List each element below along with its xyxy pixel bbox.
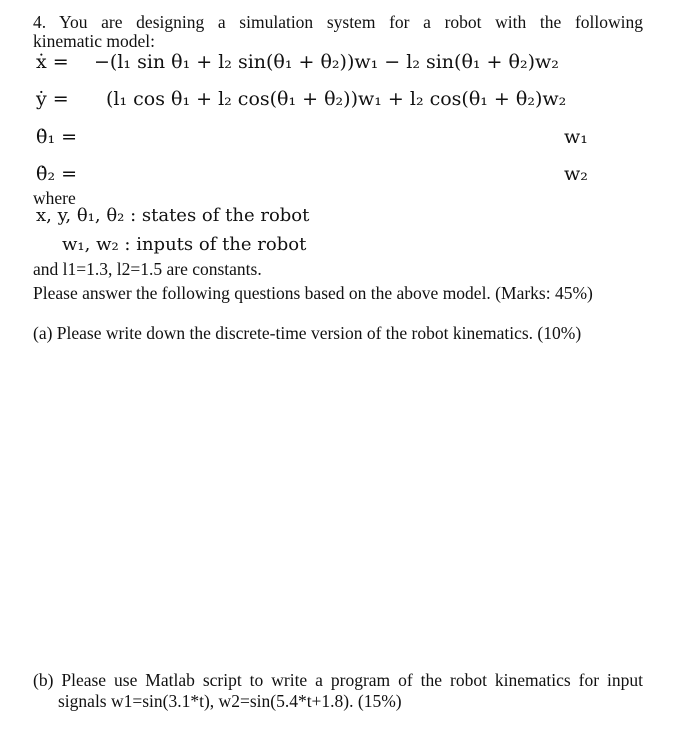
constants-line: and l1=1.3, l2=1.5 are constants. (33, 259, 262, 279)
instruction-line: Please answer the following questions based on the above model. (Marks: 45%) (33, 283, 593, 303)
states-definition: x, y, θ₁, θ₂ : states of the robot (36, 205, 310, 226)
equation-y-rhs: (l₁ cos θ₁ + l₂ cos(θ₁ + θ₂))w₁ + l₂ cos(θ₁ + θ₂)w₂ (106, 88, 567, 110)
equation-x-rhs: −(l₁ sin θ₁ + l₂ sin(θ₁ + θ₂))w₁ − l₂ sin(θ₁ + θ₂)w₂ (94, 51, 559, 73)
equation-theta2-lhs: θ̇₂ = (36, 163, 78, 185)
part-b-question-line-2: signals w1=sin(3.1*t), w2=sin(5.4*t+1.8). (15%) (58, 691, 402, 711)
where-label: where (33, 188, 76, 208)
equation-theta1-lhs: θ̇₁ = (36, 126, 78, 148)
part-a-question: (a) Please write down the discrete-time version of the robot kinematics. (10%) (33, 323, 582, 343)
equation-y-lhs: ẏ = (36, 88, 69, 110)
equation-theta2-rhs: w₂ (564, 163, 588, 185)
inputs-definition: w₁, w₂ : inputs of the robot (62, 234, 307, 255)
equation-theta1-rhs: w₁ (564, 126, 588, 148)
equation-x-lhs: ẋ = (36, 51, 69, 73)
intro-line-2: kinematic model: (33, 31, 155, 51)
intro-line-1: 4. You are designing a simulation system for a robot with the following (33, 12, 643, 32)
part-b-question-line-1: (b) Please use Matlab script to write a program of the robot kinematics for input (33, 670, 643, 690)
